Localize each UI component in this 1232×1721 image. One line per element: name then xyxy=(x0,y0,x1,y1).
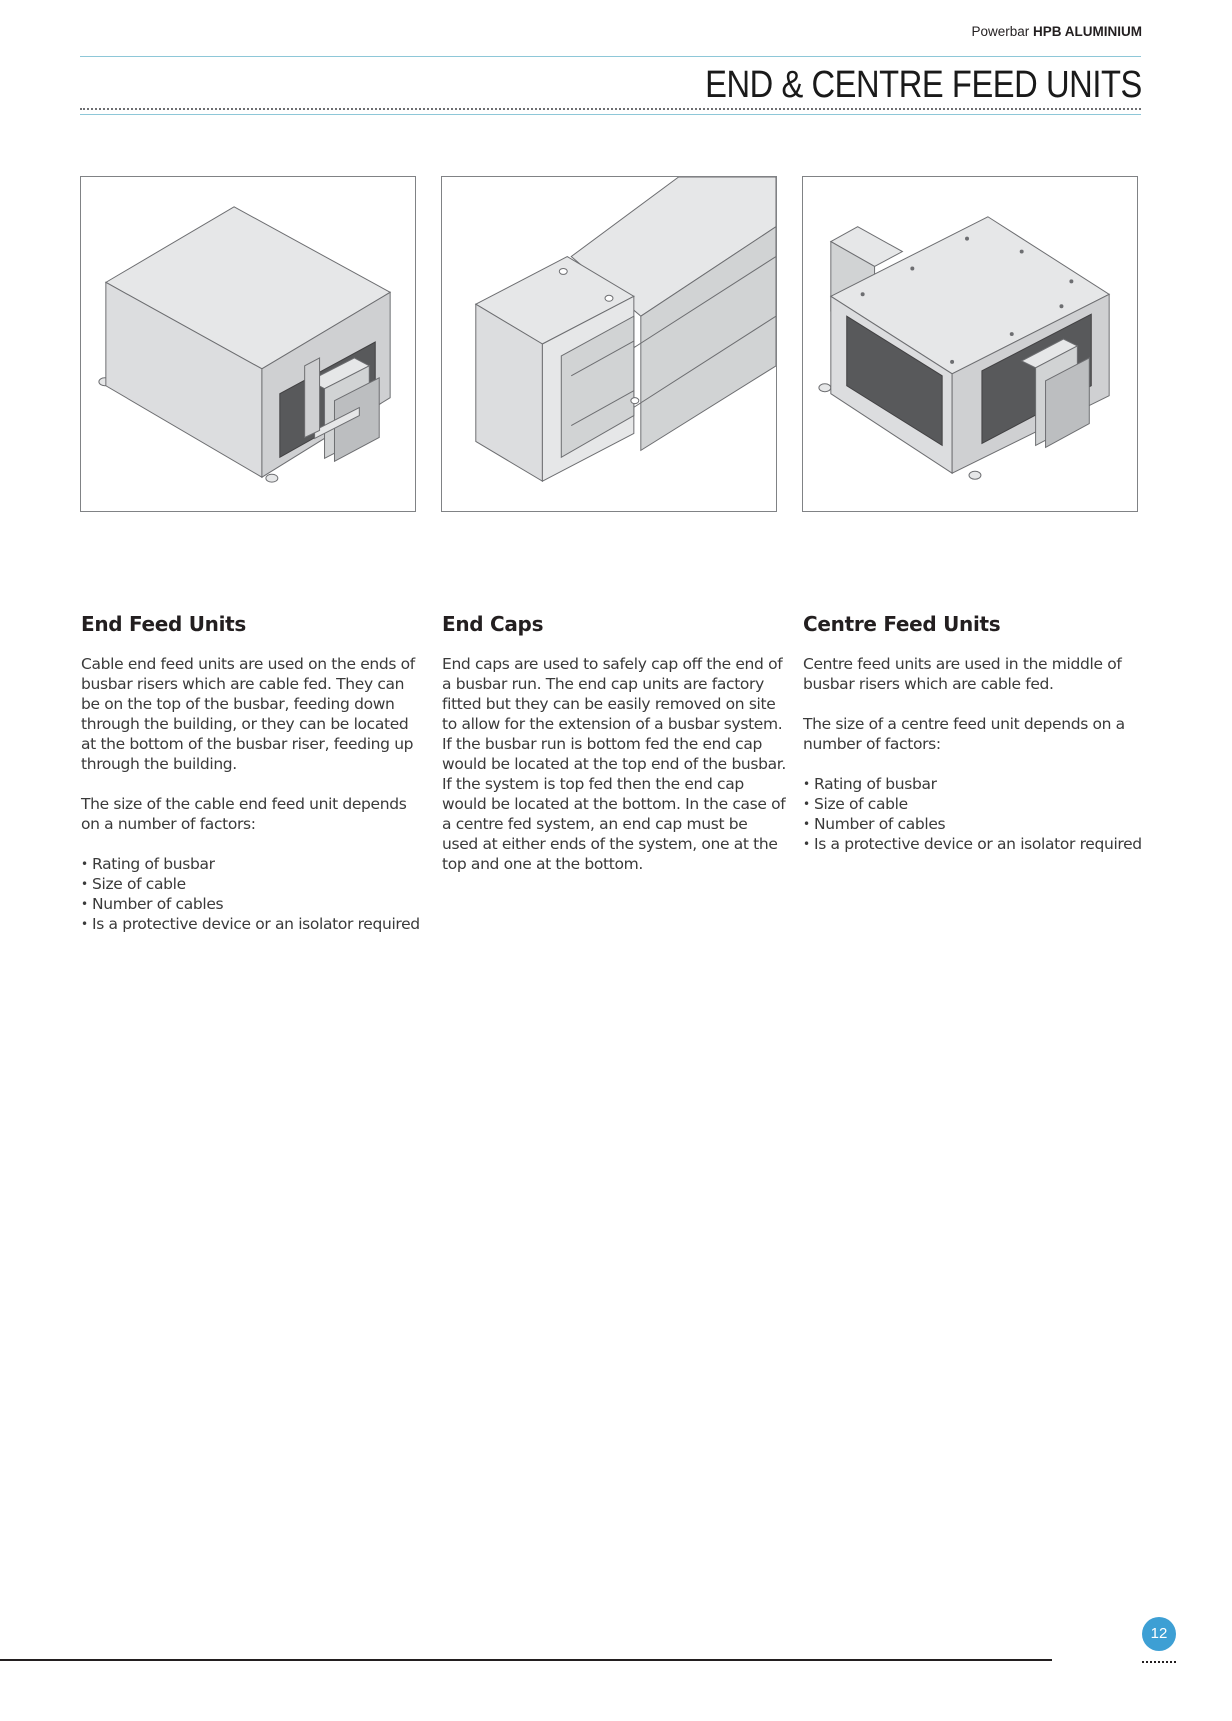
list-item: • Is a protective device or an isolator required xyxy=(803,834,1148,854)
centre-feed-unit-image xyxy=(802,176,1138,512)
page-number: 12 xyxy=(1142,1617,1176,1651)
list-item: • Is a protective device or an isolator required xyxy=(81,914,426,934)
list-item: • Number of cables xyxy=(81,894,426,914)
list-item: • Size of cable xyxy=(81,874,426,894)
list-item: • Size of cable xyxy=(803,794,1148,814)
title-rule xyxy=(80,114,1141,115)
end-feed-units-section xyxy=(81,612,426,934)
page-number-dots xyxy=(1142,1661,1176,1663)
brand-name: HPB ALUMINIUM xyxy=(1033,24,1142,39)
list-item: • Rating of busbar xyxy=(803,774,1148,794)
brand-prefix: Powerbar xyxy=(971,24,1030,39)
header-rule xyxy=(80,56,1141,57)
section-heading: End Caps xyxy=(442,612,544,636)
list-item: • Number of cables xyxy=(803,814,1148,834)
factor-list xyxy=(81,854,426,934)
page-title: END & CENTRE FEED UNITS xyxy=(705,64,1142,106)
list-item: • Rating of busbar xyxy=(81,854,426,874)
section-paragraph: The size of a centre feed unit depends on a number of factors: xyxy=(803,715,1125,753)
section-paragraph: The size of the cable end feed unit depends on a number of factors: xyxy=(81,795,407,833)
centre-feed-units-section xyxy=(803,612,1148,854)
header-brand xyxy=(971,24,1142,39)
factor-list xyxy=(803,774,1148,854)
section-heading: End Feed Units xyxy=(81,612,247,636)
section-paragraph: Centre feed units are used in the middle of busbar risers which are cable fed. xyxy=(803,655,1122,693)
end-caps-section xyxy=(442,612,787,894)
section-paragraph: Cable end feed units are used on the ends of busbar risers which are cable fed. They can be on the top of the busbar, feeding down through the building, or they can be located at the bottom of the busbar riser, feeding up through the building. xyxy=(81,655,415,773)
footer-rule xyxy=(0,1659,1052,1661)
end-feed-unit-image xyxy=(80,176,416,512)
section-paragraph: End caps are used to safely cap off the end of a busbar run. The end cap units are factory fitted but they can be easily removed on site to allow for the extension of a busbar system. If the busbar run is bottom fed the end cap would be located at the top end of the busbar. If the system is top fed then the end cap would be located at the bottom. In the case of a centre fed system, an end cap must be used at either ends of the system, one at the top and one at the bottom. xyxy=(442,655,786,873)
end-cap-image xyxy=(441,176,777,512)
section-heading: Centre Feed Units xyxy=(803,612,1001,636)
title-dotted-rule xyxy=(80,108,1141,110)
